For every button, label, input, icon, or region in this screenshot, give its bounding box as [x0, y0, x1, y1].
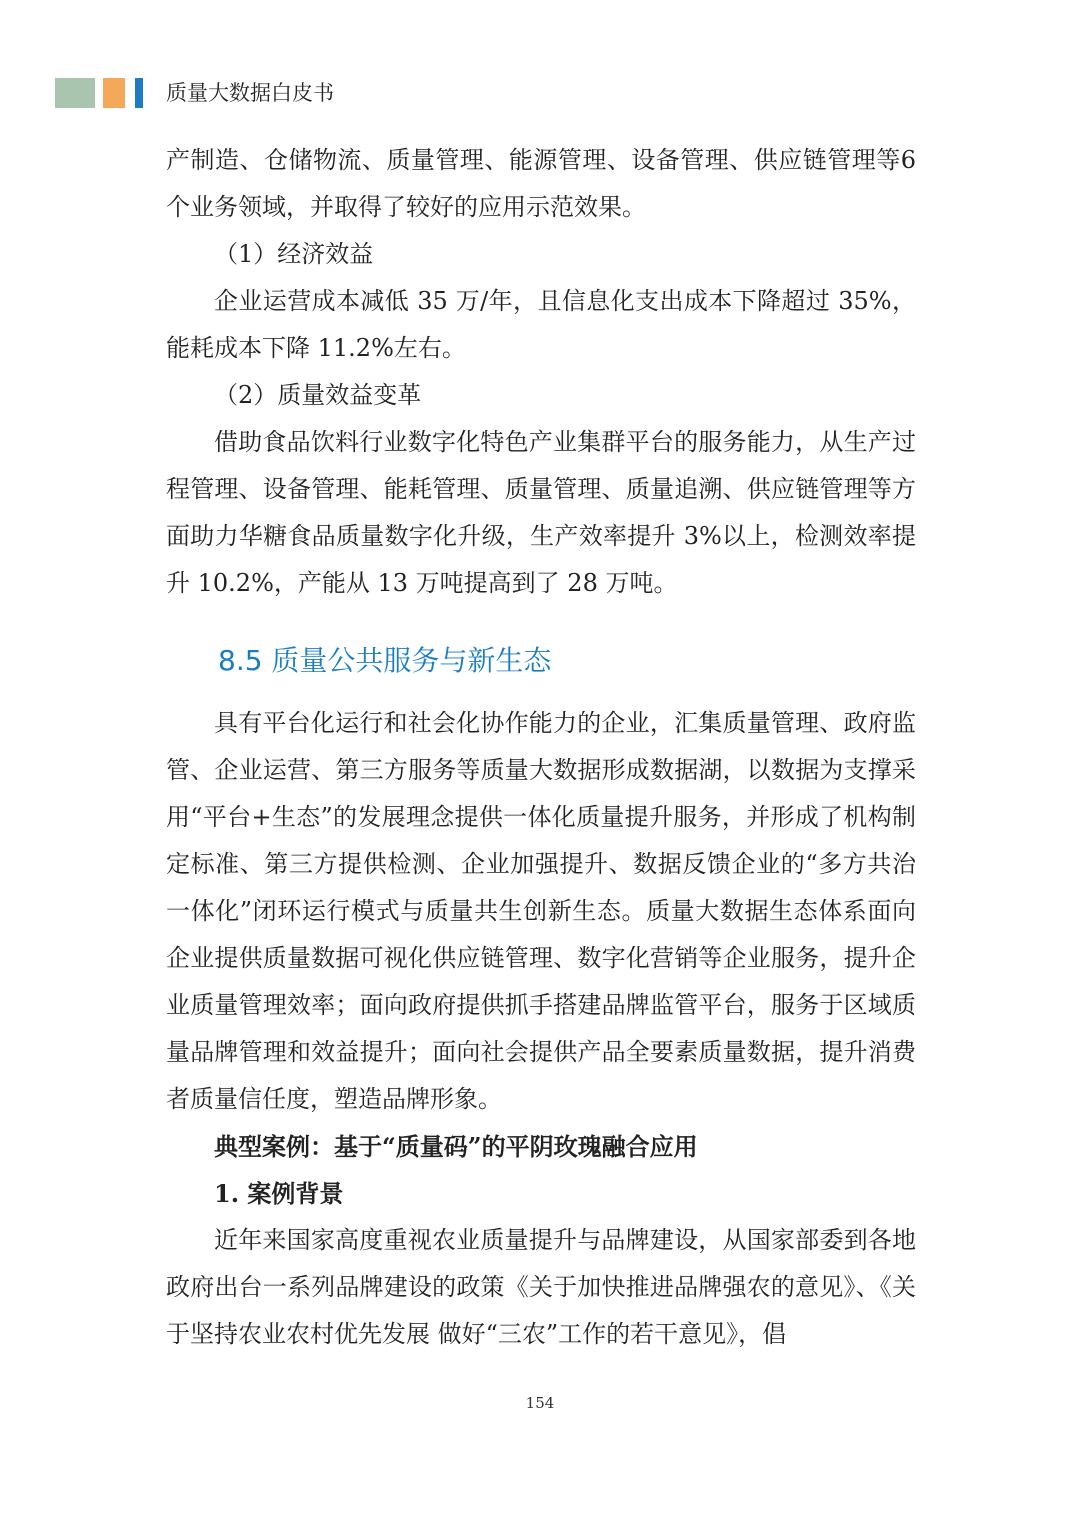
paragraph-quality-benefit: 借助食品饮料行业数字化特色产业集群平台的服务能力，从生产过程管理、设备管理、能耗管理、质量管理、质量追溯、供应链管理等方面助力华糖食品质量数字化升级，生产效率提升 3%以上，检测效率提升 10.2%，产能从 13 万吨提高到了 28 万吨。 [166, 428, 916, 597]
subheading-quality-benefit: （2）质量效益变革 [214, 381, 422, 409]
paragraph-continued: 产制造、仓储物流、质量管理、能源管理、设备管理、供应链管理等6个业务领域，并取得了较好的应用示范效果。 [166, 146, 916, 221]
page-header [0, 0, 1080, 120]
paragraph-public-service: 具有平台化运行和社会化协作能力的企业，汇集质量管理、政府监管、企业运营、第三方服务等质量大数据形成数据湖，以数据为支撑采用“平台+生态”的发展理念提供一体化质量提升服务，并形成了机构制定标准、第三方提供检测、企业加强提升、数据反馈企业的“多方共治一体化”闭环运行模式与质量共生创新生态。质量大数据生态体系面向企业提供质量数据可视化供应链管理、数字化营销等企业服务，提升企业质量管理效率；面向政府提供抓手搭建品牌监管平台，服务于区域质量品牌管理和效益提升；面向社会提供产品全要素质量数据，提升消费者质量信任度，塑造品牌形象。 [166, 709, 916, 1113]
paragraph-economic-benefit: 企业运营成本减低 35 万/年，且信息化支出成本下降超过 35%，能耗成本下降 11.2%左右。 [166, 287, 916, 362]
header-blue-block [135, 78, 143, 108]
subheading-economic-benefit: （1）经济效益 [214, 240, 374, 268]
body-block-1 [166, 137, 916, 607]
case-subheading: 1. 案例背景 [214, 1179, 344, 1208]
header-green-block [55, 78, 95, 108]
paragraph-case-background: 近年来国家高度重视农业质量提升与品牌建设，从国家部委到各地政府出台一系列品牌建设的政策《关于加快推进品牌强农的意见》、《关于坚持农业农村优先发展 做好“三农”工作的若干意见》，倡 [166, 1226, 916, 1348]
section-title: 8.5 质量公共服务与新生态 [218, 644, 552, 677]
case-title: 典型案例：基于“质量码”的平阴玫瑰融合应用 [214, 1132, 698, 1161]
page-number: 154 [525, 1394, 555, 1412]
header-orange-block [103, 78, 125, 108]
header-title: 质量大数据白皮书 [166, 81, 334, 105]
body-block-2 [166, 700, 916, 1358]
